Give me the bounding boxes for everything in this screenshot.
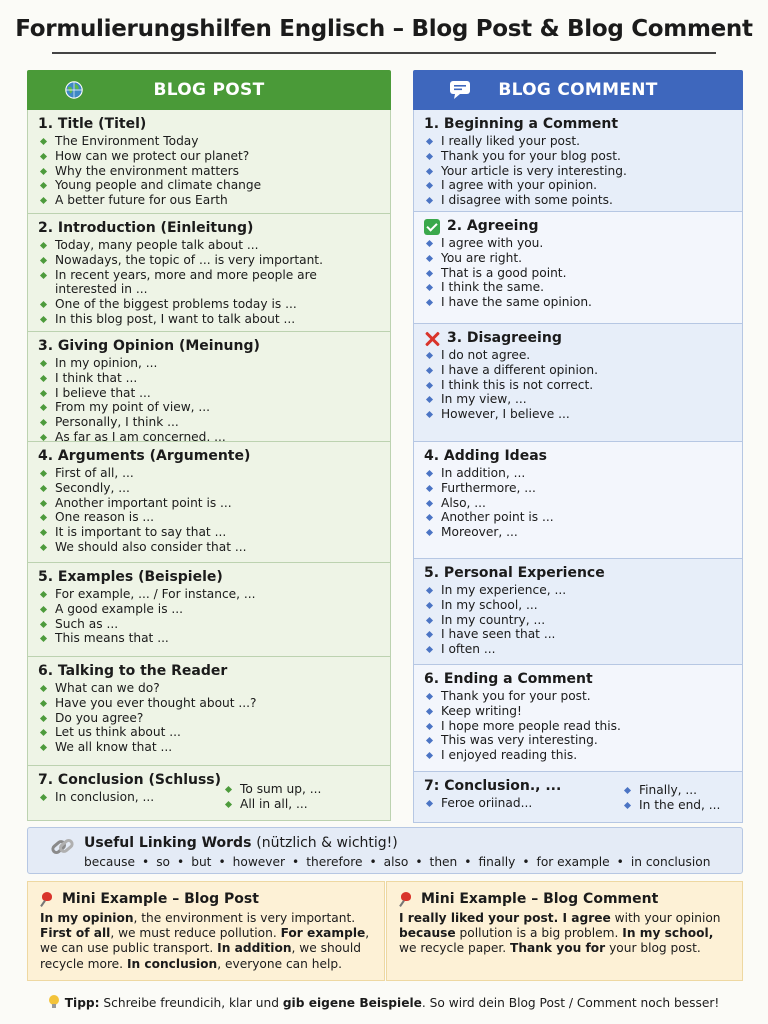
- linking-word: so: [156, 855, 170, 869]
- section-title: [38, 338, 380, 355]
- mini-example-post-text: [40, 911, 374, 972]
- linking-word: also: [383, 855, 409, 869]
- list-item: In my opinion, ...: [38, 356, 380, 371]
- text-phrase: , everyone can help.: [217, 956, 342, 971]
- speech-bubble-icon: [449, 80, 471, 100]
- bold-phrase: Thank you for: [510, 941, 606, 956]
- separator-dot: •: [218, 855, 226, 869]
- list-item: Young people and climate change: [38, 178, 380, 193]
- list-item: I have the same opinion.: [424, 295, 732, 310]
- right-section-7: [413, 772, 743, 823]
- linking-words-box: [27, 827, 743, 874]
- right-section-2: [413, 212, 743, 324]
- list-item: Do you agree?: [38, 711, 380, 726]
- section-title: [38, 569, 380, 586]
- section-title-text: 2. Introduction (Einleitung): [38, 220, 254, 236]
- section-title-text: 6. Ending a Comment: [424, 671, 593, 687]
- list-item: Finally, ...: [622, 783, 720, 798]
- list-item: I think this is not correct.: [424, 378, 732, 393]
- list-item: In my experience, ...: [424, 583, 732, 598]
- list-item: I enjoyed reading this.: [424, 748, 732, 763]
- bold-phrase: I really liked your post. I agree: [399, 911, 611, 925]
- section-title-text: 6. Talking to the Reader: [38, 663, 228, 679]
- mini-example-comment-title: [399, 891, 732, 907]
- list-item: In conclusion, ...: [38, 790, 380, 805]
- list-item: Keep writing!: [424, 704, 732, 719]
- list-item: Your article is very interesting.: [424, 164, 732, 179]
- left-section-7: [27, 766, 391, 821]
- list-item: Another important point is ...: [38, 496, 380, 511]
- list-item: A better future for ous Earth: [38, 193, 380, 208]
- section-title-text: 5. Examples (Beispiele): [38, 569, 223, 585]
- section-title-text: 4. Arguments (Argumente): [38, 448, 251, 464]
- list-item: For example, ... / For instance, ...: [38, 587, 380, 602]
- page-title: Formulierungshilfen Englisch – Blog Post & Blog Comment: [15, 16, 753, 42]
- linking-word: finally: [478, 855, 516, 869]
- linking-words-title-text: Useful Linking Words: [84, 835, 252, 851]
- section-title-text: 2. Agreeing: [447, 218, 539, 234]
- linking-word: however: [232, 855, 286, 869]
- section-title-text: 7. Conclusion (Schluss): [38, 772, 222, 788]
- separator-dot: •: [415, 855, 423, 869]
- text-phrase: pollution is a big problem.: [455, 926, 623, 941]
- list-item: In my school, ...: [424, 598, 732, 613]
- list-item: I think the same.: [424, 280, 732, 295]
- list-item: However, I believe ...: [424, 407, 732, 422]
- tip-text-2: . So wird dein Blog Post / Comment noch besser!: [421, 996, 720, 1010]
- right-section-1: [413, 110, 743, 212]
- tip-text-bold: gib eigene Beispiele: [282, 996, 422, 1010]
- tip-line: [0, 995, 768, 1010]
- globe-icon: [63, 80, 85, 100]
- list-item: That is a good point.: [424, 266, 732, 281]
- list-item: In my country, ...: [424, 613, 732, 628]
- list-item: Why the environment matters: [38, 164, 380, 179]
- bold-phrase: In my opinion: [40, 911, 134, 925]
- section-title-text: 5. Personal Experience: [424, 565, 605, 581]
- list-item: I disagree with some points.: [424, 193, 732, 208]
- list-item: As far as I am concerned, ...: [38, 430, 380, 442]
- list-item: To sum up, ...: [223, 782, 321, 797]
- separator-dot: •: [369, 855, 377, 869]
- cross-mark-icon: [424, 331, 440, 347]
- left-section-6: [27, 657, 391, 766]
- right-section-6: [413, 665, 743, 772]
- blog-comment-header: [413, 70, 743, 110]
- linking-words-title: [84, 835, 398, 851]
- light-bulb-icon: [49, 995, 59, 1008]
- list-item: I have seen that ...: [424, 627, 732, 642]
- list-item: In my view, ...: [424, 392, 732, 407]
- blog-post-column: [27, 70, 391, 821]
- list-item: We all know that ...: [38, 740, 380, 755]
- list-item: Personally, I think ...: [38, 415, 380, 430]
- section-title: [424, 330, 732, 347]
- list-item: Thank you for your blog post.: [424, 149, 732, 164]
- separator-dot: •: [616, 855, 624, 869]
- blog-comment-column: [413, 70, 743, 823]
- blog-post-header-label: BLOG POST: [153, 80, 265, 100]
- section-title: [38, 448, 380, 465]
- section-title-text: 1. Title (Titel): [38, 116, 147, 132]
- list-item: I really liked your post.: [424, 134, 732, 149]
- mini-example-post: [27, 881, 385, 981]
- separator-dot: •: [141, 855, 150, 869]
- right-section-4: [413, 442, 743, 559]
- section-title: [38, 220, 380, 237]
- mini-example-post-title-text: Mini Example – Blog Post: [62, 891, 259, 907]
- left-section-4: [27, 442, 391, 563]
- check-mark-icon: [424, 219, 440, 235]
- linking-word: for example: [536, 855, 610, 869]
- list-item: Feroe oriinad...: [424, 796, 732, 811]
- left-section-2: [27, 214, 391, 332]
- list-item: In this blog post, I want to talk about ...: [38, 312, 380, 327]
- list-item: This means that ...: [38, 631, 380, 646]
- blog-comment-header-label: BLOG COMMENT: [498, 80, 658, 100]
- text-phrase: , we can use public transport.: [40, 926, 370, 956]
- section-title: [38, 116, 380, 133]
- separator-dot: •: [177, 855, 185, 869]
- left-section-3: [27, 332, 391, 442]
- list-item: Another point is ...: [424, 510, 732, 525]
- text-phrase: , we must reduce pollution.: [110, 926, 281, 941]
- list-item: Let us think about ...: [38, 725, 380, 740]
- list-item: I think that ...: [38, 371, 380, 386]
- linking-word: therefore: [306, 855, 363, 869]
- bold-phrase: First of all: [40, 926, 111, 941]
- list-item: I do not agree.: [424, 348, 732, 363]
- section-title-text: 3. Disagreeing: [447, 330, 562, 346]
- section-title-text: 4. Adding Ideas: [424, 448, 547, 464]
- list-item: You are right.: [424, 251, 732, 266]
- list-item: Have you ever thought about ...?: [38, 696, 380, 711]
- list-item: What can we do?: [38, 681, 380, 696]
- list-item: Nowadays, the topic of ... is very important.: [38, 253, 380, 268]
- list-item: I agree with you.: [424, 236, 732, 251]
- list-item: Thank you for your post.: [424, 689, 732, 704]
- list-item: Secondly, ...: [38, 481, 380, 496]
- mini-example-comment-text: [399, 911, 732, 957]
- list-item: This was very interesting.: [424, 733, 732, 748]
- linking-words-subtitle: (nützlich & wichtig!): [256, 835, 398, 851]
- blog-post-header: [27, 70, 391, 110]
- list-item: Also, ...: [424, 496, 732, 511]
- tip-label: Tipp:: [64, 996, 100, 1010]
- list-item: I often ...: [424, 642, 732, 657]
- right-section-3: [413, 324, 743, 442]
- list-item: Moreover, ...: [424, 525, 732, 540]
- list-item: In the end, ...: [622, 798, 720, 813]
- list-item: All in all, ...: [223, 797, 321, 812]
- title-divider: [52, 52, 716, 54]
- list-item: It is important to say that ...: [38, 525, 380, 540]
- tip-text-1: Schreibe freundicih, klar und: [99, 996, 283, 1010]
- chain-link-icon: [50, 835, 76, 859]
- list-item: I hope more people read this.: [424, 719, 732, 734]
- bold-phrase: because: [399, 926, 456, 941]
- separator-dot: •: [292, 855, 300, 869]
- text-phrase: we recycle paper.: [399, 941, 511, 956]
- text-phrase: , we should recycle more.: [40, 941, 361, 971]
- list-item: Such as ...: [38, 617, 380, 632]
- list-item: We should also consider that ...: [38, 540, 380, 555]
- bold-phrase: In addition: [217, 941, 292, 956]
- left-section-1: [27, 110, 391, 214]
- pushpin-icon: [40, 892, 54, 906]
- text-phrase: with your opinion: [610, 911, 721, 925]
- bold-phrase: In my school,: [622, 926, 714, 941]
- mini-example-post-title: [40, 891, 374, 907]
- list-item: I agree with your opinion.: [424, 178, 732, 193]
- mini-example-comment-title-text: Mini Example – Blog Comment: [421, 891, 659, 907]
- text-phrase: your blog post.: [605, 941, 701, 956]
- right-section-5: [413, 559, 743, 665]
- section-title-text: 3. Giving Opinion (Meinung): [38, 338, 260, 354]
- section-title-text: 1. Beginning a Comment: [424, 116, 619, 132]
- list-item: One of the biggest problems today is ...: [38, 297, 380, 312]
- section-title: [424, 448, 732, 465]
- list-item: I have a different opinion.: [424, 363, 732, 378]
- section-title: [424, 218, 732, 235]
- linking-words-list: [84, 855, 710, 869]
- mini-example-comment: [386, 881, 743, 981]
- bold-phrase: For example: [280, 926, 366, 941]
- list-item: One reason is ...: [38, 510, 380, 525]
- section-title: [424, 116, 732, 133]
- section-title: [424, 671, 732, 688]
- separator-dot: •: [522, 855, 530, 869]
- section-title: [38, 772, 380, 789]
- list-item: How can we protect our planet?: [38, 149, 380, 164]
- section-title: [38, 663, 380, 680]
- list-item: Furthermore, ...: [424, 481, 732, 496]
- separator-dot: •: [464, 855, 472, 869]
- left-section-5: [27, 563, 391, 657]
- bold-phrase: In conclusion: [126, 956, 218, 971]
- list-item: The Environment Today: [38, 134, 380, 149]
- list-item: Today, many people talk about ...: [38, 238, 380, 253]
- section-title-text: 7: Conclusion., ...: [424, 778, 562, 794]
- list-item: A good example is ...: [38, 602, 380, 617]
- pushpin-icon: [399, 892, 413, 906]
- section-title: [424, 565, 732, 582]
- list-item: First of all, ...: [38, 466, 380, 481]
- linking-word: then: [429, 855, 458, 869]
- text-phrase: , the environment is very important.: [133, 911, 356, 925]
- list-item: I believe that ...: [38, 386, 380, 401]
- list-item: In addition, ...: [424, 466, 732, 481]
- linking-word: in conclusion: [630, 855, 711, 869]
- list-item: In recent years, more and more people are interested in ...: [38, 268, 380, 298]
- linking-word: but: [191, 855, 212, 869]
- list-item: From my point of view, ...: [38, 400, 380, 415]
- linking-word: because: [84, 855, 135, 869]
